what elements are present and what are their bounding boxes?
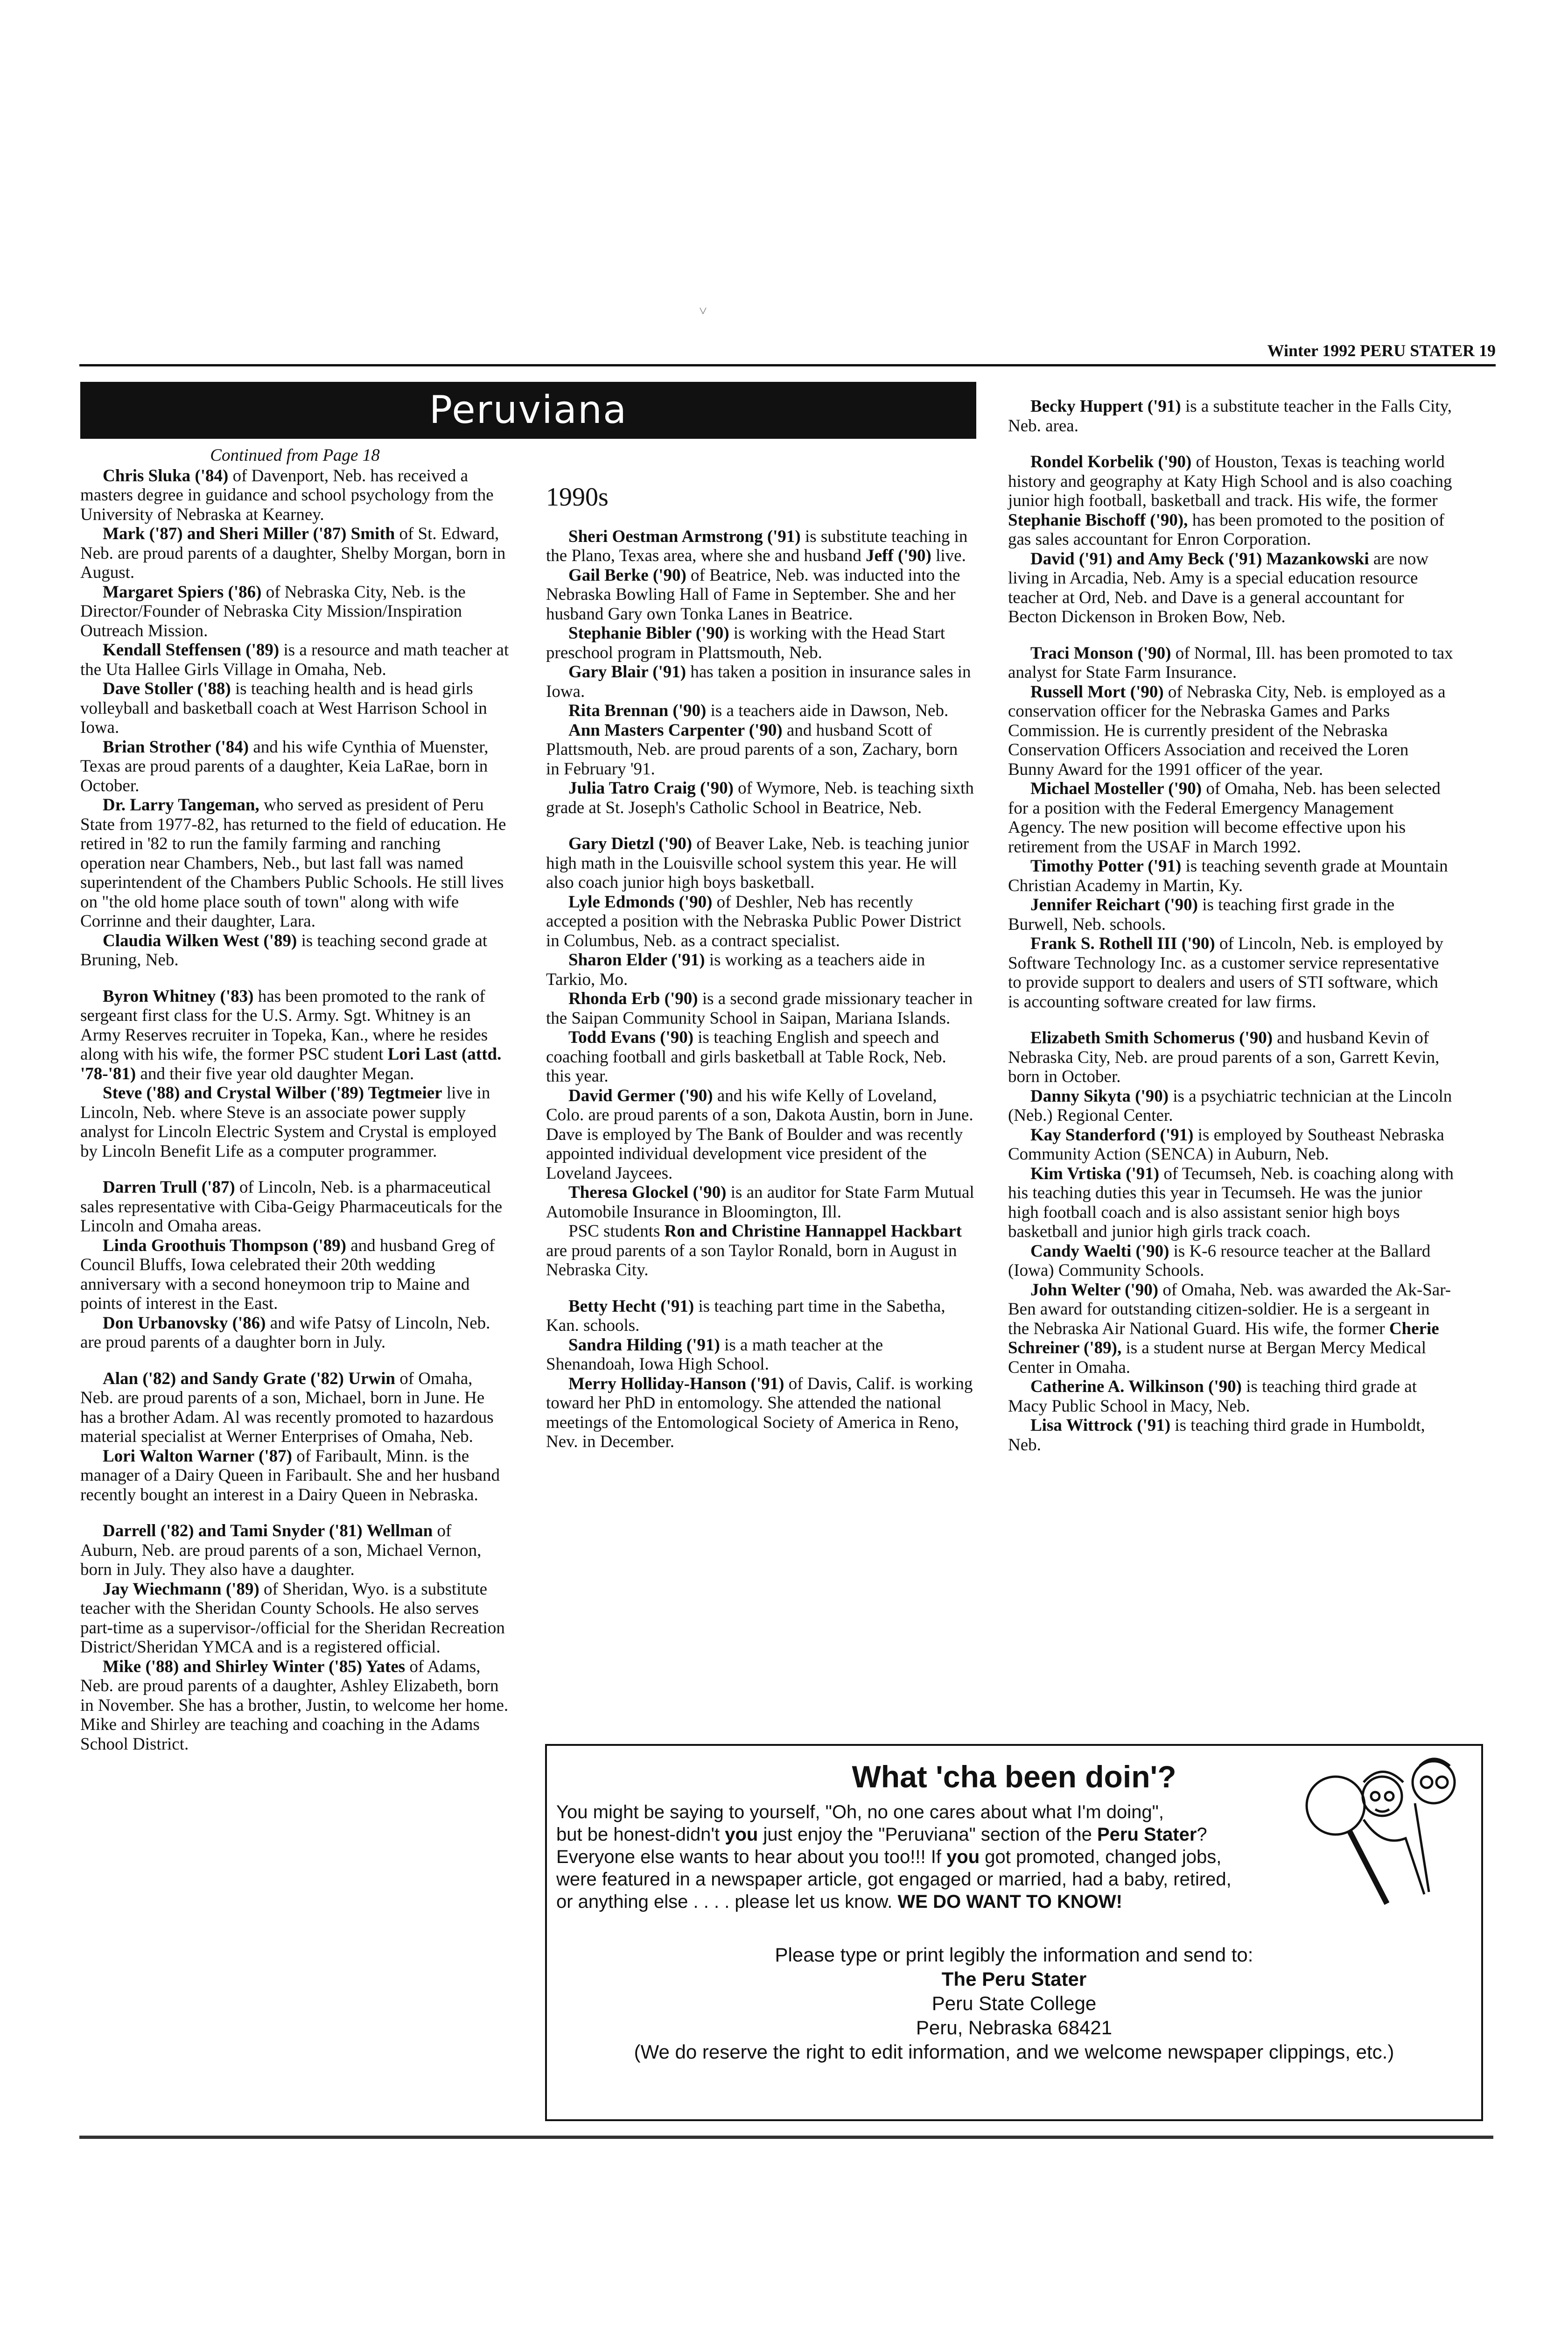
box-line: You might be saying to yourself, "Oh, no one cares about what I'm doing", [556, 1802, 1164, 1822]
entry: Betty Hecht ('91) is teaching part time in the Sabetha, Kan. schools. [546, 1296, 945, 1335]
entry: Julia Tatro Craig ('90) of Wymore, Neb. is teaching sixth grade at St. Joseph's Catholic School in Beatrice, Neb. [546, 779, 974, 817]
entry: Lisa Wittrock ('91) is teaching third grade in Humboldt, Neb. [1008, 1416, 1425, 1455]
entry: Rita Brennan ('90) is a teachers aide in Dawson, Neb. [568, 701, 949, 720]
entry: Byron Whitney ('83) has been promoted to the rank of sergeant first class for the U.S. Army. Sgt. Whitney is an Army Reserves recruiter in Topeka, Kan., where he resides along with his wife, the former PSC student Lori Last (attd. '78-'81) and their five year old daughter Megan. [80, 986, 502, 1083]
entry: Elizabeth Smith Schomerus ('90) and husband Kevin of Nebraska City, Neb. are proud parents of a son, Garrett Kevin, born in October. [1008, 1028, 1440, 1086]
column-3 [1008, 397, 1454, 1455]
entry: Brian Strother ('84) and his wife Cynthia of Muenster, Texas are proud parents of a daughter, Keia LaRae, born in October. [80, 737, 489, 795]
entry: Linda Groothuis Thompson ('89) and husband Greg of Council Bluffs, Iowa celebrated their 20th wedding anniversary with a second honeymoon trip to Maine and points of interest in the East. [80, 1236, 495, 1313]
entry: Kendall Steffensen ('89) is a resource and math teacher at the Uta Hallee Girls Village in Omaha, Neb. [80, 640, 509, 679]
running-head: Winter 1992 PERU STATER 19 [1267, 341, 1496, 360]
entry: PSC students Ron and Christine Hannappel Hackbart are proud parents of a son Taylor Ronald, born in August in Nebraska City. [546, 1222, 962, 1279]
stray-mark: ˅ [699, 303, 707, 319]
entry: Becky Huppert ('91) is a substitute teacher in the Falls City, Neb. area. [1008, 397, 1452, 436]
entry: Mike ('88) and Shirley Winter ('85) Yates of Adams, Neb. are proud parents of a daughter, Ashley Elizabeth, born in November. She has a brother, Justin, to welcome her home. Mike and Shirley are teaching and coaching in the Adams School District. [80, 1657, 509, 1754]
entry: Sharon Elder ('91) is working as a teachers aide in Tarkio, Mo. [546, 950, 925, 989]
box-line: Everyone else wants to hear about you too!!! If you got promoted, changed jobs, [556, 1847, 1222, 1867]
entry: David Germer ('90) and his wife Kelly of Loveland, Colo. are proud parents of a son, Dakota Austin, born in June. Dave is employed by The Bank of Boulder and was recently appointed individual development vice president of the Loveland Jaycees. [546, 1086, 973, 1183]
continued-note: Continued from Page 18 [210, 446, 380, 465]
submission-box [545, 1744, 1483, 2121]
entry: Dr. Larry Tangeman, who served as president of Peru State from 1977-82, has returned to the field of education. He retired in '82 to run the family farming and ranching operation near Chambers, Neb., but last fall was named superintendent of the Chambers Public Schools. He still lives on "the old home place south of town" along with wife Corrinne and their daughter, Lara. [80, 795, 506, 931]
entry: Kim Vrtiska ('91) of Tecumseh, Neb. is coaching along with his teaching duties this year in Tecumseh. He was the junior high football coach and is also assistant senior high boys basketball and junior high girls track coach. [1008, 1164, 1454, 1241]
entry: Todd Evans ('90) is teaching English and speech and coaching football and girls basketball at Table Rock, Neb. this year. [546, 1028, 946, 1086]
entry: Candy Waelti ('90) is K-6 resource teacher at the Ballard (Iowa) Community Schools. [1008, 1241, 1431, 1280]
entry: Theresa Glockel ('90) is an auditor for State Farm Mutual Automobile Insurance in Bloomington, Ill. [546, 1183, 974, 1222]
entry: Sheri Oestman Armstrong ('91) is substitute teaching in the Plano, Texas area, where she and husband Jeff ('90) live. [546, 527, 968, 565]
column-1 [80, 446, 510, 1754]
entry: Chris Sluka ('84) of Davenport, Neb. has received a masters degree in guidance and school psychology from the University of Nebraska at Kearney. [80, 466, 494, 524]
section-heading: 1990s [546, 483, 609, 512]
box-title: What 'cha been doin'? [852, 1759, 1176, 1794]
entry: John Welter ('90) of Omaha, Neb. was awarded the Ak-Sar-Ben award for outstanding citizen-soldier. He is a sergeant in the Nebraska Air National Guard. His wife, the former Cherie Schreiner ('89), is a student nurse at Bergan Mercy Medical Center in Omaha. [1008, 1280, 1451, 1377]
entry: Margaret Spiers ('86) of Nebraska City, Neb. is the Director/Founder of Nebraska City Mission/Inspiration Outreach Mission. [80, 582, 466, 640]
address-line: Peru State College [931, 1992, 1097, 2014]
entry: Jennifer Reichart ('90) is teaching first grade in the Burwell, Neb. schools. [1008, 895, 1395, 934]
entry: Dave Stoller ('88) is teaching health and is head girls volleyball and basketball coach at West Harrison School in Iowa. [80, 679, 487, 737]
box-line: but be honest-didn't you just enjoy the "Peruviana" section of the Peru Stater? [556, 1824, 1207, 1845]
entry: Ann Masters Carpenter ('90) and husband Scott of Plattsmouth, Neb. are proud parents of a son, Zachary, born in February '91. [546, 720, 958, 779]
section-banner: Peruviana [80, 382, 976, 439]
entry: Michael Mosteller ('90) of Omaha, Neb. has been selected for a position with the Federal Emergency Management Agency. The new position will become effective upon his retirement from the USAF in March 1992. [1008, 779, 1441, 857]
entry: Steve ('88) and Crystal Wilber ('89) Tegtmeier live in Lincoln, Neb. where Steve is an associate power supply analyst for Lincoln Electric System and Crystal is employed by Lincoln Benefit Life as a computer programmer. [80, 1083, 497, 1161]
entry: Merry Holliday-Hanson ('91) of Davis, Calif. is working toward her PhD in entomology. She attended the national meetings of the Entomological Society of America in Reno, Nev. in December. [546, 1374, 973, 1451]
entry: Don Urbanovsky ('86) and wife Patsy of Lincoln, Neb. are proud parents of a daughter born in July. [80, 1313, 490, 1352]
address-line: Peru, Nebraska 68421 [916, 2017, 1113, 2039]
entry: Rondel Korbelik ('90) of Houston, Texas is teaching world history and geography at Katy High School and is also coaching junior high football, basketball and track. His wife, the former Stephanie Bischoff ('90), has been promoted to the position of gas sales accountant for Enron Corporation. [1008, 452, 1452, 549]
entry: Traci Monson ('90) of Normal, Ill. has been promoted to tax analyst for State Farm Insurance. [1008, 643, 1453, 682]
entry: Catherine A. Wilkinson ('90) is teaching third grade at Macy Public School in Macy, Neb. [1008, 1377, 1417, 1416]
entry: Lyle Edmonds ('90) of Deshler, Neb has recently accepted a position with the Nebraska Public Power District in Columbus, Neb. as a contract specialist. [546, 892, 961, 950]
entry: Russell Mort ('90) of Nebraska City, Neb. is employed as a conservation officer for the Nebraska Games and Parks Commission. He is currently president of the Nebraska Conservation Officers Association and received the Loren Bunny Award for the 1991 officer of the year. [1008, 682, 1446, 779]
address-name: The Peru Stater [941, 1968, 1087, 1990]
entry: Claudia Wilken West ('89) is teaching second grade at Bruning, Neb. [80, 931, 488, 970]
entry: Kay Standerford ('91) is employed by Southeast Nebraska Community Action (SENCA) in Auburn, Neb. [1008, 1125, 1444, 1164]
box-line: or anything else . . . . please let us know. WE DO WANT TO KNOW! [556, 1891, 1122, 1912]
magnifier-illustration [1294, 1750, 1462, 1936]
entry: Danny Sikyta ('90) is a psychiatric technician at the Lincoln (Neb.) Regional Center. [1008, 1086, 1452, 1125]
entry: David ('91) and Amy Beck ('91) Mazankowski are now living in Arcadia, Neb. Amy is a special education resource teacher at Ord, Neb. and Dave is a general accountant for Becton Dickenson in Broken Bow, Neb. [1008, 549, 1429, 626]
entry: Lori Walton Warner ('87) of Faribault, Minn. is the manager of a Dairy Queen in Faribault. She and her husband recently bought an interest in a Dairy Queen in Nebraska. [80, 1446, 500, 1504]
bottom-rule [79, 2136, 1493, 2139]
disclaimer: (We do reserve the right to edit information, and we welcome newspaper clippings, etc.) [634, 2041, 1394, 2063]
entry: Darrell ('82) and Tami Snyder ('81) Wellman of Auburn, Neb. are proud parents of a son, Michael Vernon, born in July. They also have a daughter. [80, 1521, 482, 1579]
column-2 [546, 446, 975, 1452]
entry: Mark ('87) and Sheri Miller ('87) Smith of St. Edward, Neb. are proud parents of a daughter, Shelby Morgan, born in August. [80, 524, 506, 582]
entry: Rhonda Erb ('90) is a second grade missionary teacher in the Saipan Community School in Saipan, Mariana Islands. [546, 989, 973, 1028]
entry: Frank S. Rothell III ('90) of Lincoln, Neb. is employed by Software Technology Inc. as a customer service representative to provide support to dealers and users of STI software, which is accounting software created for law firms. [1008, 934, 1443, 1012]
box-body [556, 1801, 1284, 1913]
entry: Darren Trull ('87) of Lincoln, Neb. is a pharmaceutical sales representative with Ciba-Geigy Pharmaceuticals for the Lincoln and Omaha areas. [80, 1178, 503, 1236]
send-instruction: Please type or print legibly the information and send to: [775, 1944, 1253, 1966]
box-line: were featured in a newspaper article, got engaged or married, had a baby, retired, [556, 1869, 1232, 1890]
entry: Gary Blair ('91) has taken a position in insurance sales in Iowa. [546, 662, 971, 701]
entry: Jay Wiechmann ('89) of Sheridan, Wyo. is a substitute teacher with the Sheridan County Schools. He also serves part-time as a supervisor-/official for the Sheridan Recreation District/Sheridan YMCA and is a registered official. [80, 1579, 505, 1657]
top-rule [79, 364, 1496, 366]
entry: Timothy Potter ('91) is teaching seventh grade at Mountain Christian Academy in Martin, Ky. [1008, 857, 1448, 895]
mailing-address [547, 1943, 1481, 2064]
entry: Gail Berke ('90) of Beatrice, Neb. was inducted into the Nebraska Bowling Hall of Fame in September. She and her husband Gary own Tonka Lanes in Beatrice. [546, 565, 960, 624]
entry: Gary Dietzl ('90) of Beaver Lake, Neb. is teaching junior high math in the Louisville school system this year. He will also coach junior high boys basketball. [546, 834, 969, 892]
entry: Stephanie Bibler ('90) is working with the Head Start preschool program in Plattsmouth, Neb. [546, 624, 945, 662]
entry: Alan ('82) and Sandy Grate ('82) Urwin of Omaha, Neb. are proud parents of a son, Michael, born in June. He has a brother Adam. Al was recently promoted to hazardous material specialist at Werner Enterprises of Omaha, Neb. [80, 1369, 494, 1446]
entry: Sandra Hilding ('91) is a math teacher at the Shenandoah, Iowa High School. [546, 1335, 883, 1374]
